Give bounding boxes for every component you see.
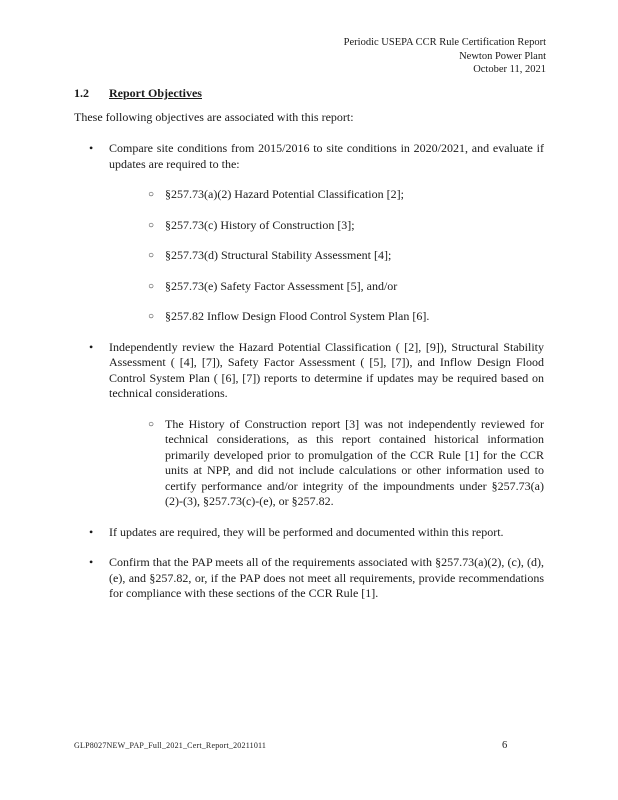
section-number: 1.2 — [74, 86, 89, 100]
sub-objective-item — [148, 218, 544, 234]
objective-item — [89, 141, 544, 325]
bullet-icon: • — [89, 141, 94, 155]
sub-objective-text: §257.73(a)(2) Hazard Potential Classification [2]; — [165, 187, 404, 201]
objective-text: If updates are required, they will be performed and documented within this report. — [109, 524, 504, 539]
sub-objective-text: §257.73(e) Safety Factor Assessment [5], and/or — [165, 278, 398, 293]
sub-objective-item — [148, 187, 544, 203]
sub-objective-text: The History of Construction report [3] was not independently reviewed for technical considerations, as this report contained historical information primarily developed prior to promulgation of the CCR Rule [1] for the CCR units at NPP, and did not include calculations or other information used to certify performance and/or integrity of the impoundments under §257.73(a)(2)-(3), §257.73(c)-(e), or §257.82. — [165, 416, 544, 508]
objective-text: Independently review the Hazard Potential Classification ( [2], [9]), Structural Stability Assessment ( [4], [7]), Safety Factor Assessment ( [5], [7]), and Inflow Design Flood Control System Plan ( [6], [7]) reports to determine if updates may be required based on technical considerations. — [109, 339, 544, 400]
objective-item — [89, 525, 544, 541]
objective-text: Compare site conditions from 2015/2016 to site conditions in 2020/2021, and evaluate if updates are required to the: — [109, 141, 544, 171]
sub-objective-text: §257.73(d) Structural Stability Assessment [4]; — [165, 248, 392, 262]
section-heading — [74, 86, 202, 101]
sub-objective-item — [148, 279, 544, 295]
header-plant-name: Newton Power Plant — [459, 50, 546, 62]
section-title: Report Objectives — [109, 86, 202, 100]
bullet-icon: • — [89, 555, 94, 569]
circle-bullet-icon: ○ — [148, 418, 155, 430]
bullet-icon: • — [89, 524, 94, 539]
footer-doc-id: GLP8027NEW_PAP_Full_2021_Cert_Report_20211011 — [74, 741, 267, 750]
bullet-icon: • — [89, 339, 94, 354]
objective-sublist — [109, 417, 544, 510]
circle-bullet-icon: ○ — [148, 311, 155, 322]
circle-bullet-icon: ○ — [148, 250, 155, 261]
objective-item — [89, 555, 544, 602]
objectives-list — [89, 141, 544, 602]
sub-objective-item — [148, 417, 544, 510]
header-report-title: Periodic USEPA CCR Rule Certification Report — [343, 37, 546, 48]
sub-objective-item — [148, 309, 544, 325]
circle-bullet-icon: ○ — [148, 189, 155, 200]
circle-bullet-icon: ○ — [148, 280, 155, 292]
header-date: October 11, 2021 — [473, 64, 546, 75]
sub-objective-item — [148, 248, 544, 264]
objective-sublist — [109, 187, 544, 325]
intro-paragraph: These following objectives are associated with this report: — [74, 110, 354, 124]
sub-objective-text: §257.82 Inflow Design Flood Control System Plan [6]. — [165, 309, 430, 323]
page-header — [344, 36, 546, 77]
sub-objective-text: §257.73(c) History of Construction [3]; — [165, 217, 355, 232]
objective-item — [89, 340, 544, 510]
objective-text: Confirm that the PAP meets all of the requirements associated with §257.73(a)(2), (c), (d), (e), and §257.82, or, if the PAP does not meet all requirements, provide recommendations for compliance with these sections of the CCR Rule [1]. — [109, 555, 544, 600]
circle-bullet-icon: ○ — [148, 219, 155, 231]
page-number: 6 — [502, 740, 508, 751]
